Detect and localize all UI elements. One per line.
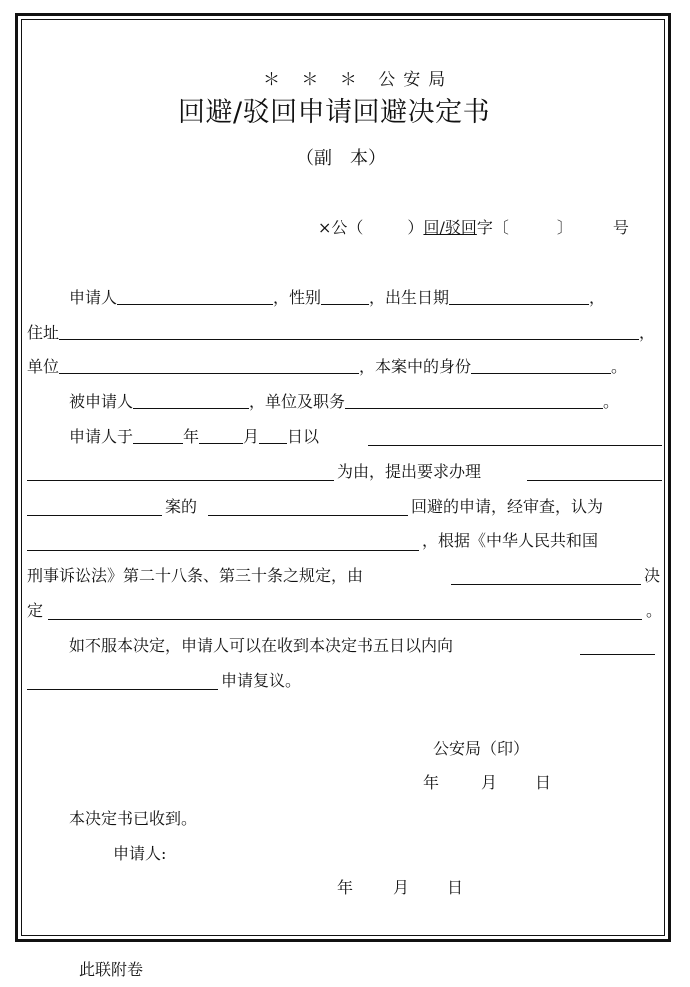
withdrawal-target-field[interactable] (208, 515, 408, 516)
decision-end: 。 (646, 601, 663, 620)
unit-field[interactable] (59, 357, 359, 374)
review-opinion-field[interactable] (27, 550, 419, 551)
address-line: 住址 ， (27, 323, 656, 342)
applicant-line: 申请人 ，性别 ，出生日期 ， (69, 288, 606, 307)
respondent-position-field[interactable] (345, 392, 603, 409)
law-reference-text: ，根据《中华人民共和国 (422, 531, 599, 550)
signature-date: 年 月 日 (423, 773, 552, 792)
application-review-text: 回避的申请，经审查，认为 (411, 497, 604, 516)
respondent-name-field[interactable] (133, 392, 249, 409)
reason-field-start[interactable] (368, 445, 662, 446)
document-number: ×公（ ）回/驳回字〔 〕 号 (318, 218, 629, 237)
application-date-line: 申请人于 年 月 日以 (69, 427, 320, 446)
case-label: 案的 (165, 497, 198, 516)
authority-seal: 公安局（印） (433, 739, 530, 758)
application-day-field[interactable] (259, 427, 287, 444)
receipt-date: 年 月 日 (337, 878, 464, 897)
respondent-line: 被申请人 ，单位及职务 。 (69, 392, 620, 411)
decide-char: 决 (644, 566, 661, 585)
applicant-name-field[interactable] (117, 288, 273, 305)
address-field[interactable] (59, 323, 639, 340)
appeal-text: 如不服本决定，申请人可以在收到本决定书五日以内向 (69, 636, 454, 655)
issuing-authority: ＊ ＊ ＊ 公安局 (263, 70, 454, 90)
gender-field[interactable] (321, 288, 369, 305)
application-year-field[interactable] (133, 427, 183, 444)
case-identity-field[interactable] (471, 357, 611, 374)
review-authority-field-start[interactable] (580, 654, 655, 655)
request-line: 为由，提出要求办理 (337, 462, 482, 481)
birth-date-field[interactable] (449, 288, 589, 305)
receipt-confirmation: 本决定书已收到。 (69, 809, 198, 828)
unit-line: 单位 ，本案中的身份 。 (27, 357, 628, 376)
decide-char-2: 定 (27, 601, 44, 620)
document-title: 回避/驳回申请回避决定书 (178, 97, 491, 128)
review-request-text: 申请复议。 (221, 671, 302, 690)
document-subtitle: （副 本） (296, 148, 386, 169)
articles-text: 刑事诉讼法》第二十八条、第三十条之规定，由 (27, 566, 364, 585)
case-name-field[interactable] (27, 515, 162, 516)
receipt-applicant-label: 申请人: (113, 844, 167, 863)
footer-note: 此联附卷 (79, 960, 144, 979)
review-authority-field[interactable] (27, 689, 218, 690)
reason-field[interactable] (27, 480, 334, 481)
decision-field[interactable] (48, 619, 642, 620)
decider-field[interactable] (451, 584, 641, 585)
requested-action-field[interactable] (527, 480, 662, 481)
application-month-field[interactable] (199, 427, 243, 444)
